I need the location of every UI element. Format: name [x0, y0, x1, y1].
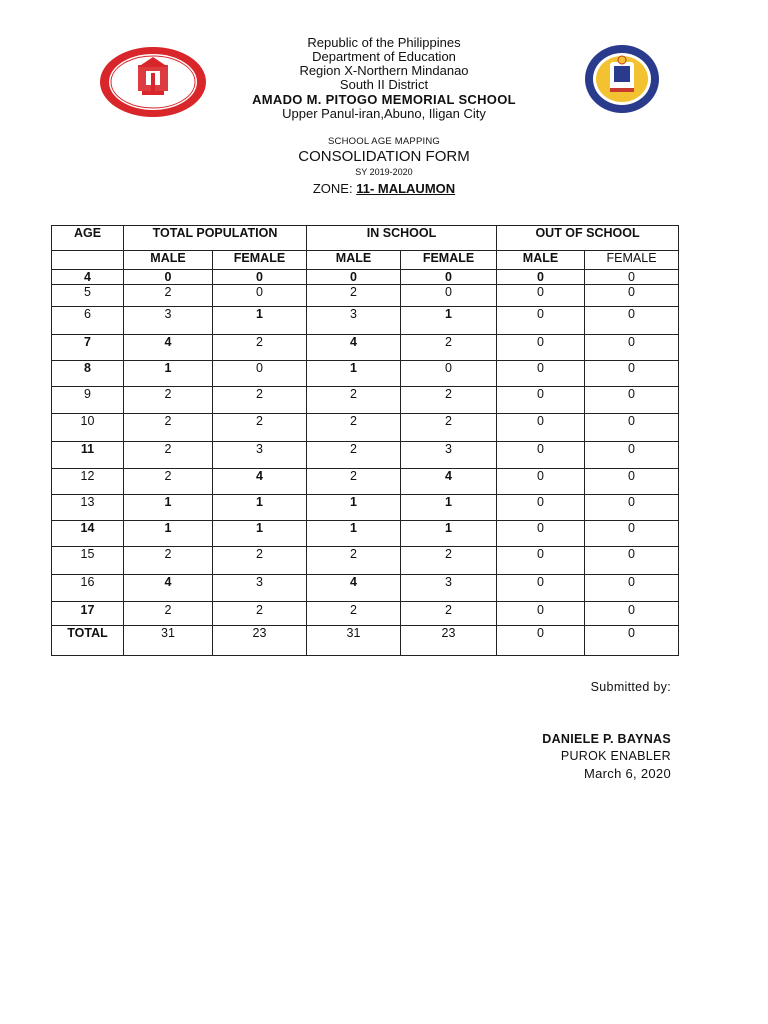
header-region: Region X-Northern Mindanao	[299, 63, 469, 78]
signature-block	[542, 680, 671, 781]
age-cell: 8	[52, 361, 124, 387]
value-cell: 0	[497, 387, 585, 414]
value-cell: 2	[307, 414, 401, 442]
age-cell: 11	[52, 442, 124, 469]
value-cell: 2	[401, 414, 497, 442]
age-cell: 12	[52, 469, 124, 495]
value-cell: 2	[124, 387, 213, 414]
table-row	[52, 575, 679, 602]
header-in-school: IN SCHOOL	[307, 226, 497, 251]
value-cell: 0	[585, 270, 679, 285]
total-cell: 31	[124, 626, 213, 656]
value-cell: 2	[307, 602, 401, 626]
value-cell: 2	[124, 469, 213, 495]
submission-date: March 6, 2020	[583, 766, 671, 781]
value-cell: 0	[585, 547, 679, 575]
header-female: FEMALE	[401, 251, 497, 270]
header-district: South II District	[339, 77, 429, 92]
table-row	[52, 361, 679, 387]
signatory-role: PUROK ENABLER	[560, 749, 671, 763]
value-cell: 2	[213, 547, 307, 575]
age-cell: 15	[52, 547, 124, 575]
header-female: FEMALE	[585, 251, 679, 270]
header-department: Department of Education	[312, 49, 456, 64]
table-row	[52, 414, 679, 442]
table-row	[52, 547, 679, 575]
value-cell: 0	[585, 469, 679, 495]
value-cell: 2	[124, 602, 213, 626]
value-cell: 0	[585, 442, 679, 469]
table-row	[52, 442, 679, 469]
value-cell: 1	[213, 307, 307, 335]
header-male: MALE	[124, 251, 213, 270]
value-cell: 2	[307, 387, 401, 414]
value-cell: 0	[497, 575, 585, 602]
header-row-2	[52, 251, 679, 270]
age-cell: 17	[52, 602, 124, 626]
value-cell: 4	[307, 335, 401, 361]
value-cell: 0	[497, 547, 585, 575]
total-cell: 31	[307, 626, 401, 656]
value-cell: 0	[585, 335, 679, 361]
value-cell: 2	[307, 442, 401, 469]
value-cell: 4	[401, 469, 497, 495]
value-cell: 2	[307, 469, 401, 495]
value-cell: 2	[124, 285, 213, 307]
value-cell: 0	[585, 495, 679, 521]
value-cell: 3	[401, 442, 497, 469]
header-age: AGE	[52, 226, 124, 251]
value-cell: 0	[213, 270, 307, 285]
value-cell: 0	[585, 521, 679, 547]
value-cell: 1	[401, 495, 497, 521]
zone-line	[0, 180, 768, 198]
value-cell: 2	[124, 442, 213, 469]
value-cell: 4	[213, 469, 307, 495]
total-cell: 23	[401, 626, 497, 656]
zone-label: ZONE:	[312, 181, 353, 196]
value-cell: 0	[307, 270, 401, 285]
table-row	[52, 521, 679, 547]
school-year: SY 2019-2020	[355, 167, 413, 177]
table-row	[52, 602, 679, 626]
value-cell: 2	[401, 547, 497, 575]
value-cell: 2	[213, 414, 307, 442]
mapping-label: SCHOOL AGE MAPPING	[328, 136, 440, 147]
value-cell: 0	[585, 602, 679, 626]
value-cell: 0	[401, 270, 497, 285]
age-cell: 14	[52, 521, 124, 547]
total-label: TOTAL	[52, 626, 124, 656]
value-cell: 0	[497, 414, 585, 442]
age-cell: 16	[52, 575, 124, 602]
table-row	[52, 495, 679, 521]
value-cell: 1	[401, 307, 497, 335]
age-cell: 4	[52, 270, 124, 285]
age-cell: 10	[52, 414, 124, 442]
value-cell: 0	[497, 521, 585, 547]
value-cell: 0	[213, 361, 307, 387]
form-heading	[0, 136, 768, 198]
value-cell: 2	[307, 547, 401, 575]
value-cell: 0	[585, 414, 679, 442]
value-cell: 1	[307, 521, 401, 547]
value-cell: 2	[213, 387, 307, 414]
header-female: FEMALE	[213, 251, 307, 270]
header-male: MALE	[497, 251, 585, 270]
value-cell: 1	[307, 495, 401, 521]
age-cell: 6	[52, 307, 124, 335]
table-row	[52, 335, 679, 361]
value-cell: 2	[401, 387, 497, 414]
value-cell: 2	[124, 414, 213, 442]
value-cell: 2	[401, 602, 497, 626]
value-cell: 2	[401, 335, 497, 361]
age-cell: 7	[52, 335, 124, 361]
value-cell: 0	[497, 307, 585, 335]
value-cell: 1	[124, 361, 213, 387]
value-cell: 0	[585, 285, 679, 307]
value-cell: 3	[213, 575, 307, 602]
consolidation-table	[51, 225, 679, 656]
value-cell: 0	[585, 361, 679, 387]
value-cell: 1	[213, 521, 307, 547]
value-cell: 0	[401, 285, 497, 307]
table-total-row	[52, 626, 679, 656]
value-cell: 0	[497, 442, 585, 469]
zone-value: 11- MALAUMON	[356, 181, 456, 196]
value-cell: 0	[497, 495, 585, 521]
value-cell: 4	[124, 575, 213, 602]
table-row	[52, 307, 679, 335]
value-cell: 0	[497, 285, 585, 307]
value-cell: 0	[497, 335, 585, 361]
table-row	[52, 270, 679, 285]
value-cell: 1	[213, 495, 307, 521]
value-cell: 0	[585, 307, 679, 335]
total-cell: 23	[213, 626, 307, 656]
submitted-by-label: Submitted by:	[590, 680, 671, 694]
header-male: MALE	[307, 251, 401, 270]
value-cell: 2	[213, 335, 307, 361]
value-cell: 0	[585, 387, 679, 414]
value-cell: 2	[124, 547, 213, 575]
header-republic: Republic of the Philippines	[307, 35, 461, 50]
value-cell: 0	[497, 361, 585, 387]
value-cell: 0	[497, 469, 585, 495]
value-cell: 4	[307, 575, 401, 602]
table-row	[52, 285, 679, 307]
value-cell: 0	[124, 270, 213, 285]
header-out-of-school: OUT OF SCHOOL	[497, 226, 679, 251]
value-cell: 0	[497, 270, 585, 285]
header-blank	[52, 251, 124, 270]
header-total-population: TOTAL POPULATION	[124, 226, 307, 251]
value-cell: 0	[497, 602, 585, 626]
age-cell: 13	[52, 495, 124, 521]
value-cell: 1	[124, 495, 213, 521]
age-cell: 9	[52, 387, 124, 414]
form-title: CONSOLIDATION FORM	[298, 148, 470, 165]
signatory-name: DANIELE P. BAYNAS	[542, 732, 671, 746]
value-cell: 3	[124, 307, 213, 335]
header-row-1	[52, 226, 679, 251]
value-cell: 0	[401, 361, 497, 387]
value-cell: 2	[307, 285, 401, 307]
letterhead	[0, 36, 768, 121]
table-row	[52, 469, 679, 495]
school-name: AMADO M. PITOGO MEMORIAL SCHOOL	[252, 92, 516, 107]
value-cell: 0	[585, 575, 679, 602]
total-cell: 0	[497, 626, 585, 656]
value-cell: 1	[307, 361, 401, 387]
value-cell: 3	[213, 442, 307, 469]
value-cell: 1	[401, 521, 497, 547]
value-cell: 0	[213, 285, 307, 307]
table-row	[52, 387, 679, 414]
value-cell: 1	[124, 521, 213, 547]
value-cell: 2	[213, 602, 307, 626]
value-cell: 3	[307, 307, 401, 335]
value-cell: 4	[124, 335, 213, 361]
school-address: Upper Panul-iran,Abuno, Iligan City	[282, 106, 486, 121]
total-cell: 0	[585, 626, 679, 656]
age-cell: 5	[52, 285, 124, 307]
value-cell: 3	[401, 575, 497, 602]
